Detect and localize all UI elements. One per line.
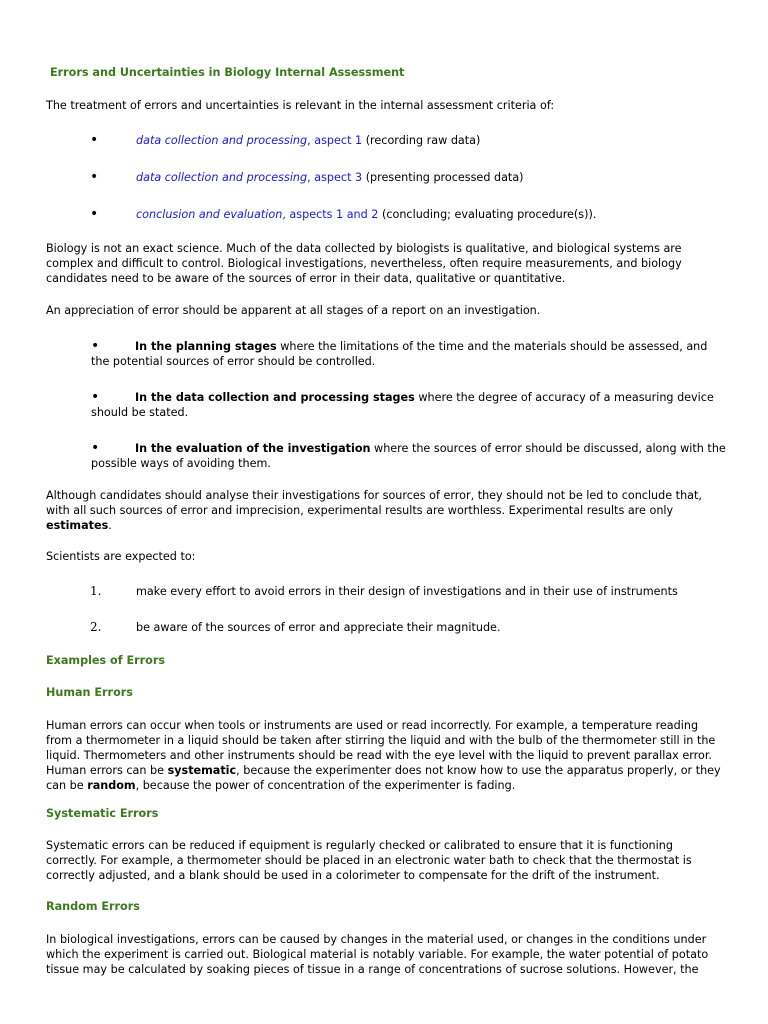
criteria-item-1: [46, 134, 726, 150]
criteria-link-2[interactable]: data collection and processing, aspect 3: [136, 171, 363, 184]
heading-random-errors: Random Errors: [46, 900, 140, 913]
bullet-icon: •: [91, 389, 100, 405]
scientists-intro: Scientists are expected to:: [46, 550, 196, 563]
systematic-bold: systematic: [167, 764, 237, 777]
criteria-desc-2: (presenting processed data): [362, 171, 524, 184]
list-number: 1.: [90, 584, 102, 598]
appreciation-paragraph: An appreciation of error should be apparent at all stages of a report on an investigation.: [46, 304, 541, 317]
heading-systematic-errors: Systematic Errors: [46, 807, 159, 820]
although-paragraph: Although candidates should analyse their investigations for sources of error, they should not be led to conclude that, with all such sources of error and imprecision, experimental results are worthless. Experimental results are only estimates.: [46, 489, 702, 532]
page-title: Errors and Uncertainties in Biology Internal Assessment: [50, 66, 405, 79]
list-number: 2.: [90, 620, 102, 634]
heading-examples: Examples of Errors: [46, 654, 166, 667]
random-bold: random: [87, 779, 136, 792]
random-errors-paragraph: In biological investigations, errors can be caused by changes in the material used, or changes in the conditions under which the experiment is carried out. Biological material is notably variable. For example, the water potential of potato tissue may be calculated by soaking pieces of tissue in a range of concentrations of sucrose solutions. However, the: [46, 933, 709, 976]
heading-human-errors: Human Errors: [46, 686, 133, 699]
criteria-desc-1: (recording raw data): [362, 134, 481, 147]
criteria-item-2: [46, 171, 726, 187]
bullet-icon: •: [91, 440, 100, 456]
bullet-icon: •: [91, 338, 100, 354]
stage-item-3: • In the evaluation of the investigation where the sources of error should be discussed, along with the possible ways of avoiding them.: [91, 440, 726, 470]
systematic-errors-paragraph: Systematic errors can be reduced if equipment is regularly checked or calibrated to ensure that it is functioning correctly. For example, a thermometer should be placed in an electronic water bath to check that the thermostat is correctly adjusted, and a blank should be used in a colorimeter to compensate for the drift of the instrument.: [46, 839, 692, 882]
bullet-icon: •: [90, 206, 99, 222]
bullet-icon: •: [90, 132, 99, 148]
human-errors-paragraph: Human errors can occur when tools or instruments are used or read incorrectly. For example, a temperature reading from a thermometer in a liquid should be taken after stirring the liquid and with the bulb of the thermometer still in the liquid. Thermometers and other instruments should be read with the eye level with the liquid to prevent parallax error. Human errors can be systematic, because the experimenter does not know how to use the apparatus properly, or they can be random, because the power of concentration of the experimenter is fading.: [46, 719, 721, 792]
stage-item-2: • In the data collection and processing stages where the degree of accuracy of a measuring device should be stated.: [91, 389, 714, 419]
criteria-desc-3: (concluding; evaluating procedure(s)).: [378, 208, 597, 221]
bullet-icon: •: [90, 169, 99, 185]
criteria-link-3[interactable]: conclusion and evaluation, aspects 1 and 2: [136, 208, 379, 221]
criteria-item-3: [46, 208, 726, 224]
intro-paragraph: The treatment of errors and uncertainties is relevant in the internal assessment criteria of:: [46, 99, 555, 112]
stage-item-1: • In the planning stages where the limitations of the time and the materials should be assessed, and the potential sources of error should be controlled.: [91, 338, 708, 368]
stage-bold-3: In the evaluation of the investigation: [135, 442, 371, 455]
criteria-link-1[interactable]: data collection and processing, aspect 1: [136, 134, 363, 147]
stage-bold-1: In the planning stages: [135, 340, 277, 353]
biology-paragraph: Biology is not an exact science. Much of the data collected by biologists is qualitative, and biological systems are complex and difficult to control. Biological investigations, nevertheless, often require measurements, and biology candidates need to be aware of the sources of error in their data, qualitative or quantitative.: [46, 242, 682, 285]
stage-bold-2: In the data collection and processing stages: [135, 391, 415, 404]
estimates-bold: estimates: [46, 519, 109, 532]
